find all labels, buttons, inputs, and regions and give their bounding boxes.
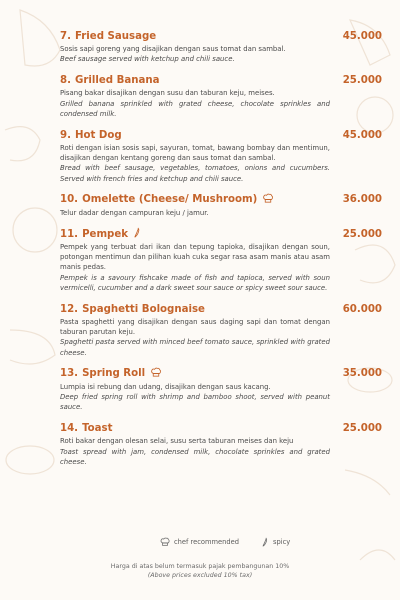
menu-item-name: Hot Dog [74, 129, 122, 141]
menu-item [60, 301, 386, 358]
menu-item-description: Pempek yang terbuat dari ikan dan tepung tapioka, disajikan dengan soun, potongan mentimun dan pilihan kuah cuka segar rasa asam manis atau asam manis pedas. [60, 243, 330, 272]
menu-item-header [60, 366, 386, 382]
legend-spicy [261, 537, 290, 547]
menu-item-name: Toast [82, 422, 113, 434]
menu-item-name: Omelette (Cheese/ Mushroom) [82, 194, 258, 206]
menu-item-description-en: Toast spread with jam, condensed milk, chocolate sprinkles and grated cheese. [60, 447, 330, 466]
menu-item [60, 420, 386, 467]
menu-item-header [60, 192, 386, 208]
menu-item-price: 60.000 [342, 303, 382, 315]
menu-item-name: Grilled Banana [74, 74, 160, 86]
menu-item-title [60, 304, 205, 315]
chili-icon [261, 537, 269, 547]
menu-item-header [60, 127, 386, 143]
legend-chef [160, 537, 239, 547]
menu-item-description-en: Bread with beef sausage, vegetables, tomatoes, onions and cucumbers. Served with french fries and ketchup and chili sauce. [60, 164, 330, 183]
menu-item-description: Sosis sapi goreng yang disajikan dengan saus tomat dan sambal. [60, 45, 286, 53]
menu-item-header [60, 72, 386, 88]
menu-item-header [60, 420, 386, 436]
menu-item-description-en: Spaghetti pasta served with minced beef tomato sauce, sprinkled with grated cheese. [60, 338, 330, 357]
legend [160, 537, 312, 547]
menu-item-name: Fried Sausage [74, 30, 157, 42]
menu-item-price: 45.000 [342, 30, 382, 42]
menu-item-number: 13. [60, 368, 79, 380]
menu-item-price: 25.000 [342, 422, 382, 434]
menu-item-price: 45.000 [342, 129, 382, 141]
legend-spicy-label: spicy [272, 538, 291, 546]
menu-item [60, 72, 386, 119]
legend-chef-label: chef recommended [174, 538, 239, 546]
menu-item [60, 366, 386, 413]
menu-item-description: Roti dengan isian sosis sapi, sayuran, tomat, bawang bombay dan mentimun, disajikan dengan kentang goreng dan saus tomat dan sambal. [60, 144, 330, 163]
footer [0, 562, 400, 580]
menu-item-name: Pempek [82, 228, 129, 240]
menu-item-description-en: Grilled banana sprinkled with grated cheese, chocolate sprinkles and condensed milk. [60, 99, 330, 118]
menu-item-title [60, 227, 141, 241]
menu-item-number: 12. [60, 303, 79, 315]
menu-item-header [60, 226, 386, 242]
menu-item-header [60, 28, 386, 44]
menu-item-name: Spaghetti Bolognaise [82, 303, 205, 315]
menu-item [60, 127, 386, 184]
menu-item-name: Spring Roll [82, 368, 146, 380]
menu-item-title [60, 193, 274, 207]
menu-item-title [60, 130, 122, 141]
menu-item-description: Lumpia isi rebung dan udang, disajikan dengan saus kacang. [60, 382, 271, 391]
menu-item-description: Roti bakar dengan olesan selai, susu serta taburan meises dan keju [60, 437, 294, 446]
menu-item-description: Telur dadar dengan campuran keju / jamur. [60, 208, 209, 217]
menu-item-number: 9. [60, 129, 71, 141]
tax-note: Harga di atas belum termasuk pajak pembangunan 10% [110, 563, 290, 570]
menu-item-description-en: Beef sausage served with ketchup and chili sauce. [60, 55, 235, 64]
menu-item-header [60, 301, 386, 317]
chef-hat-icon [150, 367, 162, 381]
chili-icon [133, 227, 141, 241]
menu-item-price: 25.000 [342, 74, 382, 86]
menu-item-price: 35.000 [342, 368, 382, 380]
menu-item-number: 7. [60, 30, 71, 42]
menu-item-price: 36.000 [342, 194, 382, 206]
chef-hat-icon [262, 193, 274, 207]
menu-item-description-en: Deep fried spring roll with shrimp and bamboo shoot, served with peanut sauce. [60, 393, 330, 412]
menu-item [60, 192, 386, 218]
chef-hat-icon [160, 537, 170, 547]
menu-list [60, 28, 386, 475]
menu-item-number: 10. [60, 194, 79, 206]
menu-item-title [60, 75, 159, 86]
menu-item-title [60, 423, 112, 434]
menu-item-title [60, 31, 156, 42]
menu-item-number: 11. [60, 228, 79, 240]
menu-item-title [60, 367, 162, 381]
menu-item-description: Pisang bakar disajikan dengan susu dan taburan keju, meises. [60, 89, 275, 98]
menu-item-price: 25.000 [342, 228, 382, 240]
menu-item-number: 14. [60, 422, 79, 434]
menu-item-description: Pasta spaghetti yang disajikan dengan saus daging sapi dan tomat dengan taburan parutan keju. [60, 318, 330, 337]
menu-item [60, 28, 386, 64]
menu-item-description-en: Pempek is a savoury fishcake made of fish and tapioca, served with soun vermicelli, cucumber and a dark sweet sour sauce or spicy sweet sour sauce. [60, 273, 330, 292]
tax-note-en: (Above prices excluded 10% tax) [147, 572, 253, 579]
menu-item [60, 226, 386, 293]
menu-item-number: 8. [60, 74, 71, 86]
